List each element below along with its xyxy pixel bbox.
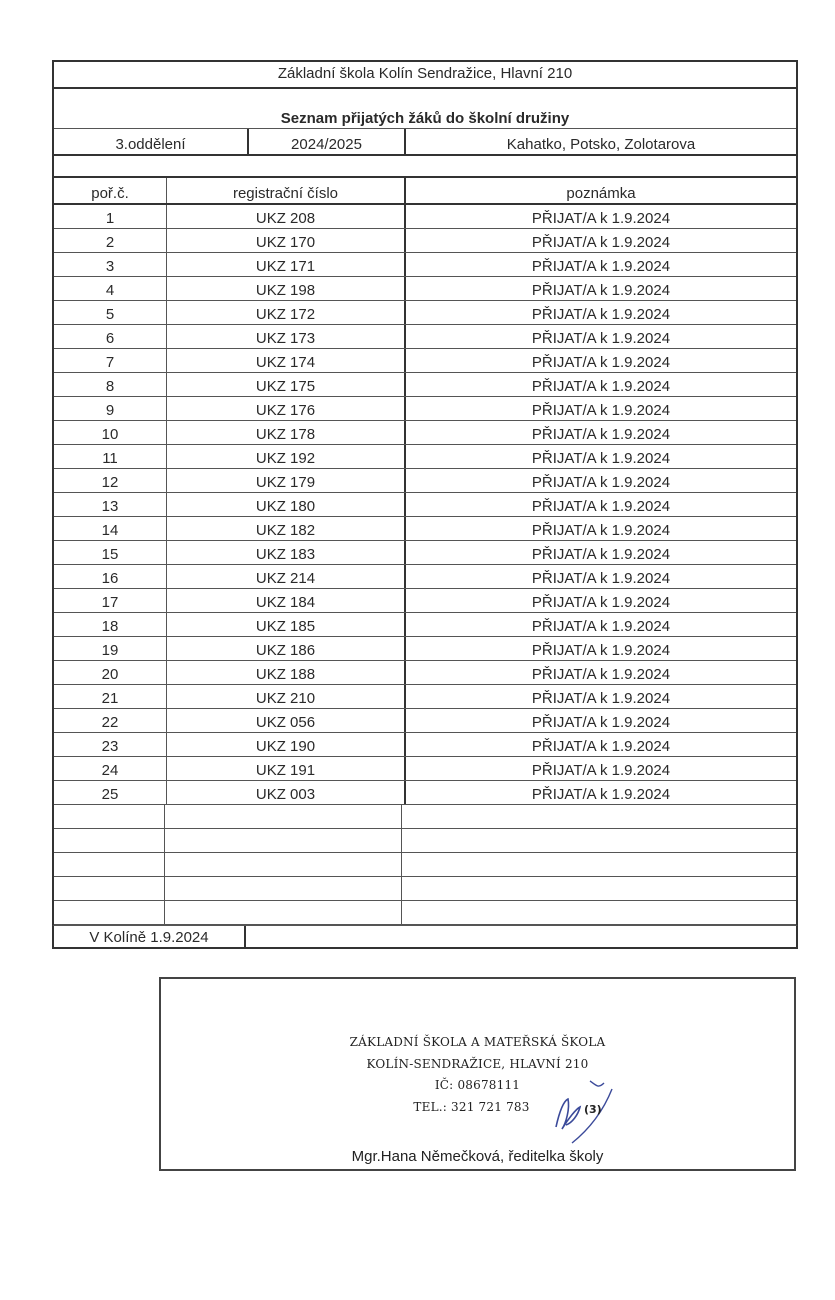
order-number: 12 [54,469,167,492]
footer-row [52,925,798,949]
note: PŘIJAT/A k 1.9.2024 [531,594,671,611]
empty-cell [165,805,402,828]
note: PŘIJAT/A k 1.9.2024 [531,450,671,467]
note: PŘIJAT/A k 1.9.2024 [531,762,671,779]
table-row [54,517,796,541]
teachers: Kahatko, Potsko, Zolotarova [506,136,696,153]
table-row [54,661,796,685]
admission-table [52,60,798,925]
note: PŘIJAT/A k 1.9.2024 [531,474,671,491]
table-row [54,541,796,565]
registration-number: UKZ 171 [167,253,406,276]
signature-box [159,977,796,1171]
empty-table-row [54,901,796,925]
empty-cell [54,829,165,852]
registration-number: UKZ 178 [167,421,406,444]
empty-cell [165,853,402,876]
registration-number: UKZ 191 [167,757,406,780]
registration-number: UKZ 208 [167,205,406,228]
table-row [54,637,796,661]
document-page [52,60,798,949]
table-body [54,205,796,925]
note: PŘIJAT/A k 1.9.2024 [531,546,671,563]
order-number: 19 [54,637,167,660]
empty-cell [402,877,796,900]
empty-cell [165,829,402,852]
registration-number: UKZ 185 [167,613,406,636]
note: PŘIJAT/A k 1.9.2024 [531,258,671,275]
stamp-line-1: ZÁKLADNÍ ŠKOLA A MATEŘSKÁ ŠKOLA [349,1035,606,1049]
order-number: 11 [54,445,167,468]
table-row [54,733,796,757]
note: PŘIJAT/A k 1.9.2024 [531,498,671,515]
place-date: V Kolíně 1.9.2024 [54,926,246,947]
blank-row [54,156,796,178]
registration-number: UKZ 180 [167,493,406,516]
stamp-line-3: IČ: 08678111 [434,1078,521,1092]
registration-number: UKZ 198 [167,277,406,300]
order-number: 20 [54,661,167,684]
empty-table-row [54,805,796,829]
registration-number: UKZ 190 [167,733,406,756]
table-row [54,685,796,709]
note: PŘIJAT/A k 1.9.2024 [531,690,671,707]
registration-number: UKZ 173 [167,325,406,348]
order-number: 24 [54,757,167,780]
table-row [54,229,796,253]
order-number: 17 [54,589,167,612]
list-title-row [54,89,796,129]
registration-number: UKZ 179 [167,469,406,492]
order-number: 22 [54,709,167,732]
order-number: 5 [54,301,167,324]
order-number: 23 [54,733,167,756]
order-number: 18 [54,613,167,636]
table-row [54,565,796,589]
table-row [54,709,796,733]
empty-cell [402,805,796,828]
empty-cell [54,805,165,828]
registration-number: UKZ 184 [167,589,406,612]
registration-number: UKZ 214 [167,565,406,588]
order-number: 15 [54,541,167,564]
signature-icon [546,1079,616,1149]
note: PŘIJAT/A k 1.9.2024 [531,738,671,755]
order-number: 13 [54,493,167,516]
note: PŘIJAT/A k 1.9.2024 [531,666,671,683]
order-number: 10 [54,421,167,444]
table-row [54,205,796,229]
department: 3.oddělení [54,129,249,154]
registration-number: UKZ 170 [167,229,406,252]
column-header-registration: registrační číslo [167,178,406,203]
empty-table-row [54,829,796,853]
table-row [54,589,796,613]
registration-number: UKZ 182 [167,517,406,540]
empty-cell [402,901,796,924]
note: PŘIJAT/A k 1.9.2024 [531,402,671,419]
empty-cell [165,901,402,924]
note: PŘIJAT/A k 1.9.2024 [531,786,671,803]
note: PŘIJAT/A k 1.9.2024 [531,282,671,299]
note: PŘIJAT/A k 1.9.2024 [531,354,671,371]
registration-number: UKZ 172 [167,301,406,324]
note: PŘIJAT/A k 1.9.2024 [531,234,671,251]
registration-number: UKZ 003 [167,781,406,804]
table-row [54,277,796,301]
registration-number: UKZ 183 [167,541,406,564]
school-title-row [54,62,796,89]
table-row [54,301,796,325]
note: PŘIJAT/A k 1.9.2024 [531,618,671,635]
stamp-line-2: KOLÍN-SENDRAŽICE, HLAVNÍ 210 [366,1057,589,1071]
table-row [54,397,796,421]
table-header-row [54,178,796,205]
note: PŘIJAT/A k 1.9.2024 [531,426,671,443]
registration-number: UKZ 056 [167,709,406,732]
note: PŘIJAT/A k 1.9.2024 [531,642,671,659]
table-row [54,373,796,397]
empty-table-row [54,877,796,901]
school-year: 2024/2025 [249,129,406,154]
registration-number: UKZ 175 [167,373,406,396]
table-row [54,781,796,805]
note: PŘIJAT/A k 1.9.2024 [531,330,671,347]
list-title: Seznam přijatých žáků do školní družiny [280,110,570,127]
order-number: 1 [54,205,167,228]
table-row [54,325,796,349]
order-number: 14 [54,517,167,540]
note: PŘIJAT/A k 1.9.2024 [531,522,671,539]
registration-number: UKZ 186 [167,637,406,660]
stamp-line-4: TEL.: 321 721 783 [413,1100,530,1114]
empty-cell [165,877,402,900]
table-row [54,421,796,445]
order-number: 21 [54,685,167,708]
table-row [54,469,796,493]
registration-number: UKZ 192 [167,445,406,468]
table-row [54,613,796,637]
order-number: 2 [54,229,167,252]
registration-number: UKZ 176 [167,397,406,420]
table-row [54,253,796,277]
order-number: 8 [54,373,167,396]
order-number: 16 [54,565,167,588]
column-header-note: poznámka [566,185,636,202]
order-number: 6 [54,325,167,348]
registration-number: UKZ 188 [167,661,406,684]
empty-table-row [54,853,796,877]
note: PŘIJAT/A k 1.9.2024 [531,210,671,227]
order-number: 3 [54,253,167,276]
table-row [54,445,796,469]
school-name: Základní škola Kolín Sendražice, Hlavní 210 [277,65,573,82]
column-header-order: poř.č. [54,178,167,203]
order-number: 4 [54,277,167,300]
registration-number: UKZ 174 [167,349,406,372]
order-number: 25 [54,781,167,804]
empty-cell [402,853,796,876]
director-name: Mgr.Hana Němečková, ředitelka školy [351,1148,604,1165]
registration-number: UKZ 210 [167,685,406,708]
note: PŘIJAT/A k 1.9.2024 [531,570,671,587]
empty-cell [402,829,796,852]
empty-cell [54,853,165,876]
note: PŘIJAT/A k 1.9.2024 [531,306,671,323]
footer-blank-cell [246,926,796,947]
stamp-mark: (3) [584,1103,602,1116]
note: PŘIJAT/A k 1.9.2024 [531,378,671,395]
order-number: 7 [54,349,167,372]
order-number: 9 [54,397,167,420]
empty-cell [54,877,165,900]
table-row [54,493,796,517]
note: PŘIJAT/A k 1.9.2024 [531,714,671,731]
empty-cell [54,901,165,924]
info-row [54,129,796,156]
table-row [54,349,796,373]
table-row [54,757,796,781]
